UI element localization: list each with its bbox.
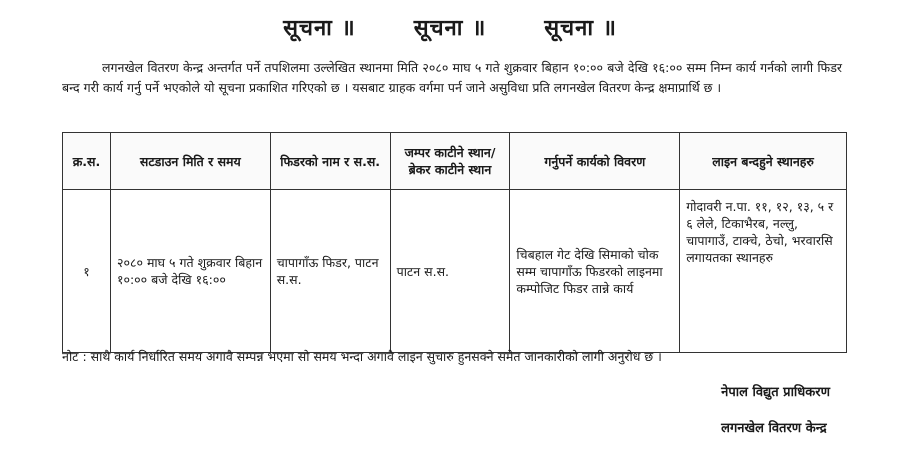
heading-notice-1: सूचना ॥	[283, 16, 356, 41]
cell-feeder: चापागाँऊ फिडर, पाटन स.स.	[270, 190, 390, 353]
heading-notice-3: सूचना ॥	[544, 16, 617, 41]
note-text: नोट : साथै कार्य निर्धारित समय अगावै सम्पन्न भएमा सो समय भन्दा अगावै लाइन सुचारु हुनसक्ने समेत जानकारीको लागी अनुरोध छ ।	[62, 349, 662, 364]
header-areas: लाइन बन्दहुने स्थानहरु	[680, 133, 847, 190]
header-shutdown-time: सटडाउन मिति र समय	[110, 133, 270, 190]
header-work: गर्नुपर्ने कार्यको विवरण	[510, 133, 680, 190]
cell-work: चिबहाल गेट देखि सिमाको चोक सम्म चापागाँऊ फिडरको लाइनमा कम्पोजिट फिडर तान्ने कार्य	[510, 190, 680, 353]
header-jumper: जम्पर काटीने स्थान/ ब्रेकर काटीने स्थान	[390, 133, 510, 190]
intro-paragraph: लगनखेल वितरण केन्द्र अन्तर्गत पर्ने तपशिलमा उल्लेखित स्थानमा मिति २०८० माघ ५ गते शुक्रवार बिहान १०:०० बजे देखि १६:०० सम्म निम्न कार्य गर्नको लागी फिडर बन्द गरी कार्य गर्नु पर्ने भएकोले यो सूचना प्रकाशित गरिएको छ । यसबाट ग्राहक वर्गमा पर्न जाने असुविधा प्रति लगनखेल वितरण केन्द्र क्षमाप्रार्थि छ ।	[62, 60, 842, 95]
header-feeder: फिडरको नाम र स.स.	[270, 133, 390, 190]
signature-org: नेपाल विद्युत प्राधिकरण	[721, 385, 830, 400]
notice-heading	[0, 12, 900, 42]
shutdown-table	[62, 132, 847, 353]
cell-areas: गोदावरी न.पा. ११, १२, १३, ५ र ६ लेले, टिकाभैरब, नल्लु, चापागाउँ, टाक्चे, ठेचो, भरवारसि लगायतका स्थानहरु	[680, 190, 847, 353]
signature-block	[721, 382, 830, 454]
table-header-row	[63, 133, 847, 190]
cell-sn: १	[63, 190, 111, 353]
signature-branch: लगनखेल वितरण केन्द्र	[721, 421, 827, 436]
cell-shutdown-time: २०८० माघ ५ गते शुक्रवार बिहान १०:०० बजे देखि १६:००	[110, 190, 270, 353]
table-row	[63, 190, 847, 353]
cell-jumper: पाटन स.स.	[390, 190, 510, 353]
header-sn: क्र.स.	[63, 133, 111, 190]
heading-notice-2: सूचना ॥	[413, 16, 487, 41]
